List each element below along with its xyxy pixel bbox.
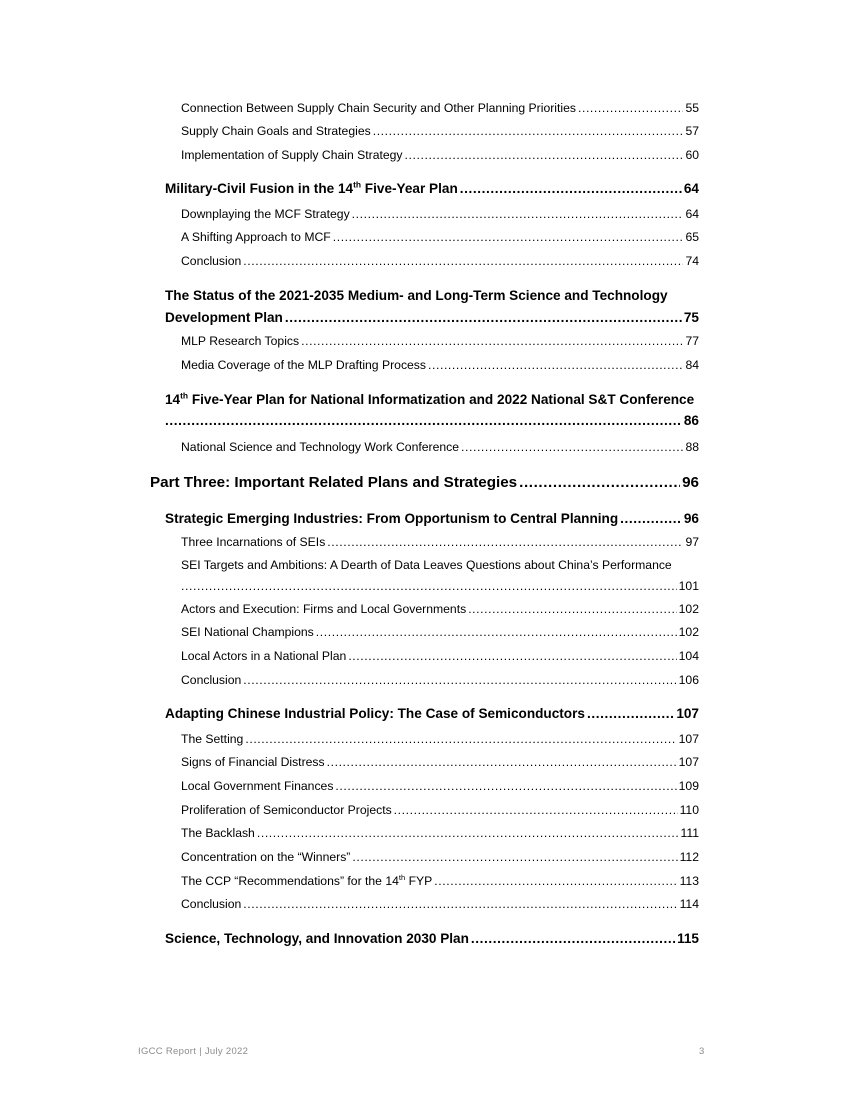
dot-leader bbox=[245, 732, 676, 746]
superscript: th bbox=[398, 872, 406, 882]
dot-leader bbox=[352, 207, 684, 221]
toc-entry[interactable] bbox=[181, 673, 699, 687]
toc-entry[interactable] bbox=[181, 826, 699, 840]
dot-leader bbox=[471, 931, 675, 946]
toc-entry[interactable] bbox=[181, 850, 699, 864]
dot-leader bbox=[257, 826, 679, 840]
toc-section[interactable] bbox=[165, 181, 699, 196]
toc-entry-title: Connection Between Supply Chain Security and Other Planning Priorities bbox=[181, 101, 576, 115]
toc-entry-page: 97 bbox=[685, 535, 699, 549]
dot-leader bbox=[243, 673, 676, 687]
toc-section-title: Adapting Chinese Industrial Policy: The Case of Semiconductors bbox=[165, 706, 585, 721]
toc-entry-title: Actors and Execution: Firms and Local Governments bbox=[181, 602, 467, 616]
toc-entry-page: 114 bbox=[679, 897, 699, 911]
toc-entry-title: Signs of Financial Distress bbox=[181, 755, 325, 769]
toc-entry-page: 113 bbox=[679, 874, 699, 888]
dot-leader bbox=[327, 755, 677, 769]
toc-entry-page: 57 bbox=[685, 124, 699, 138]
dot-leader bbox=[181, 579, 677, 593]
dot-leader bbox=[373, 124, 684, 138]
dot-leader bbox=[333, 230, 684, 244]
toc-part-page: 96 bbox=[682, 474, 699, 491]
toc-entry-page: 84 bbox=[685, 358, 699, 372]
toc-entry-title: Supply Chain Goals and Strategies bbox=[181, 124, 371, 138]
toc-entry-page: 112 bbox=[679, 850, 699, 864]
toc-entry-page: 74 bbox=[685, 254, 699, 268]
toc-entry-title: Downplaying the MCF Strategy bbox=[181, 207, 350, 221]
dot-leader bbox=[460, 181, 682, 196]
toc-entry[interactable] bbox=[181, 874, 699, 888]
toc-entry[interactable] bbox=[181, 649, 699, 663]
toc-entry-page: 107 bbox=[678, 732, 699, 746]
toc-entry-title: Local Actors in a National Plan bbox=[181, 649, 347, 663]
toc-part[interactable] bbox=[150, 474, 699, 491]
toc-section-title: Strategic Emerging Industries: From Opportunism to Central Planning bbox=[165, 511, 619, 526]
toc-entry-page: 64 bbox=[685, 207, 699, 221]
dot-leader bbox=[620, 511, 682, 526]
toc-part-title: Part Three: Important Related Plans and Strategies bbox=[150, 474, 518, 491]
dot-leader bbox=[468, 602, 676, 616]
toc-section-page: 107 bbox=[676, 706, 699, 721]
dot-leader bbox=[165, 413, 682, 428]
toc-entry-page: 104 bbox=[678, 649, 699, 663]
title-part: The CCP “Recommendations” for the 14 bbox=[181, 874, 399, 888]
toc-entry[interactable] bbox=[181, 358, 699, 372]
dot-leader bbox=[301, 334, 683, 348]
toc-section[interactable] bbox=[165, 931, 699, 946]
toc-entry-title bbox=[181, 874, 432, 888]
title-part: Five-Year Plan for National Informatization and 2022 National S&T Conference bbox=[188, 392, 695, 407]
title-part: 14 bbox=[165, 392, 181, 407]
toc-section[interactable] bbox=[165, 511, 699, 526]
toc-section-title-line1[interactable] bbox=[165, 392, 694, 407]
toc-entry[interactable] bbox=[181, 803, 699, 817]
footer-page-number: 3 bbox=[699, 1046, 705, 1057]
dot-leader bbox=[335, 779, 676, 793]
toc-section[interactable] bbox=[165, 413, 699, 428]
toc-entry[interactable] bbox=[181, 124, 699, 138]
superscript: th bbox=[180, 390, 189, 401]
toc-entry-title: The Backlash bbox=[181, 826, 255, 840]
toc-entry-page: 109 bbox=[678, 779, 699, 793]
dot-leader bbox=[243, 254, 683, 268]
toc-entry-page: 101 bbox=[678, 579, 699, 593]
toc-entry[interactable] bbox=[181, 101, 699, 115]
toc-entry-title: Concentration on the “Winners” bbox=[181, 850, 351, 864]
toc-entry-title: Conclusion bbox=[181, 897, 242, 911]
toc-entry-title: Three Incarnations of SEIs bbox=[181, 535, 326, 549]
superscript: th bbox=[353, 179, 362, 190]
dot-leader bbox=[461, 440, 683, 454]
dot-leader bbox=[578, 101, 683, 115]
toc-section-title bbox=[165, 181, 458, 196]
toc-entry-title: A Shifting Approach to MCF bbox=[181, 230, 331, 244]
toc-entry[interactable] bbox=[181, 897, 699, 911]
toc-section-title: Science, Technology, and Innovation 2030 Plan bbox=[165, 931, 469, 946]
toc-entry[interactable] bbox=[181, 254, 699, 268]
toc-entry[interactable] bbox=[181, 230, 699, 244]
toc-entry-page: 65 bbox=[685, 230, 699, 244]
toc-entry-title: SEI National Champions bbox=[181, 625, 314, 639]
title-part: FYP bbox=[405, 874, 433, 888]
toc-entry-page: 106 bbox=[678, 673, 699, 687]
toc-entry-title: Implementation of Supply Chain Strategy bbox=[181, 148, 403, 162]
toc-entry-page: 111 bbox=[680, 826, 699, 840]
dot-leader bbox=[316, 625, 677, 639]
footer-report-label: IGCC Report | July 2022 bbox=[138, 1046, 249, 1057]
toc-entry-page: 107 bbox=[678, 755, 699, 769]
title-part: Military-Civil Fusion in the 14 bbox=[165, 181, 354, 196]
toc-entry[interactable] bbox=[181, 755, 699, 769]
toc-entry-page: 102 bbox=[678, 602, 699, 616]
toc-entry-title: The Setting bbox=[181, 732, 244, 746]
toc-entry-title: National Science and Technology Work Conference bbox=[181, 440, 459, 454]
title-part: Five-Year Plan bbox=[361, 181, 458, 196]
toc-entry[interactable] bbox=[181, 579, 699, 593]
toc-entry-page: 88 bbox=[685, 440, 699, 454]
toc-entry[interactable] bbox=[181, 732, 699, 746]
dot-leader bbox=[327, 535, 683, 549]
toc-entry[interactable] bbox=[181, 602, 699, 616]
toc-section[interactable] bbox=[165, 310, 699, 325]
toc-section-page: 75 bbox=[683, 310, 699, 325]
toc-entry-title: Conclusion bbox=[181, 673, 242, 687]
dot-leader bbox=[405, 148, 684, 162]
toc-entry-page: 77 bbox=[685, 334, 699, 348]
toc-entry-title: MLP Research Topics bbox=[181, 334, 300, 348]
toc-entry-title: Local Government Finances bbox=[181, 779, 334, 793]
toc-entry[interactable] bbox=[181, 207, 699, 221]
dot-leader bbox=[243, 897, 677, 911]
toc-section-page: 115 bbox=[677, 931, 699, 946]
toc-section-page: 86 bbox=[683, 413, 699, 428]
toc-entry-title: Media Coverage of the MLP Drafting Process bbox=[181, 358, 426, 372]
dot-leader bbox=[428, 358, 683, 372]
toc-entry[interactable] bbox=[181, 535, 699, 549]
toc-entry[interactable] bbox=[181, 779, 699, 793]
toc-entry-title-line1[interactable]: SEI Targets and Ambitions: A Dearth of Data Leaves Questions about China’s Performance bbox=[181, 558, 672, 572]
toc-section-title: Development Plan bbox=[165, 310, 283, 325]
toc-section[interactable] bbox=[165, 706, 699, 721]
toc-entry-page: 110 bbox=[679, 803, 699, 817]
toc-entry-title: Conclusion bbox=[181, 254, 242, 268]
dot-leader bbox=[519, 474, 680, 491]
toc-entry-title: Proliferation of Semiconductor Projects bbox=[181, 803, 392, 817]
dot-leader bbox=[434, 874, 677, 888]
toc-entry[interactable] bbox=[181, 148, 699, 162]
dot-leader bbox=[348, 649, 676, 663]
dot-leader bbox=[352, 850, 677, 864]
toc-entry-page: 55 bbox=[685, 101, 699, 115]
dot-leader bbox=[394, 803, 678, 817]
toc-entry[interactable] bbox=[181, 440, 699, 454]
toc-section-title-line1[interactable]: The Status of the 2021-2035 Medium- and Long-Term Science and Technology bbox=[165, 288, 668, 303]
dot-leader bbox=[285, 310, 682, 325]
dot-leader bbox=[587, 706, 674, 721]
toc-entry[interactable] bbox=[181, 625, 699, 639]
toc-entry-page: 60 bbox=[685, 148, 699, 162]
toc-entry-page: 102 bbox=[678, 625, 699, 639]
toc-section-page: 64 bbox=[683, 181, 699, 196]
toc-entry[interactable] bbox=[181, 334, 699, 348]
toc-section-page: 96 bbox=[683, 511, 699, 526]
